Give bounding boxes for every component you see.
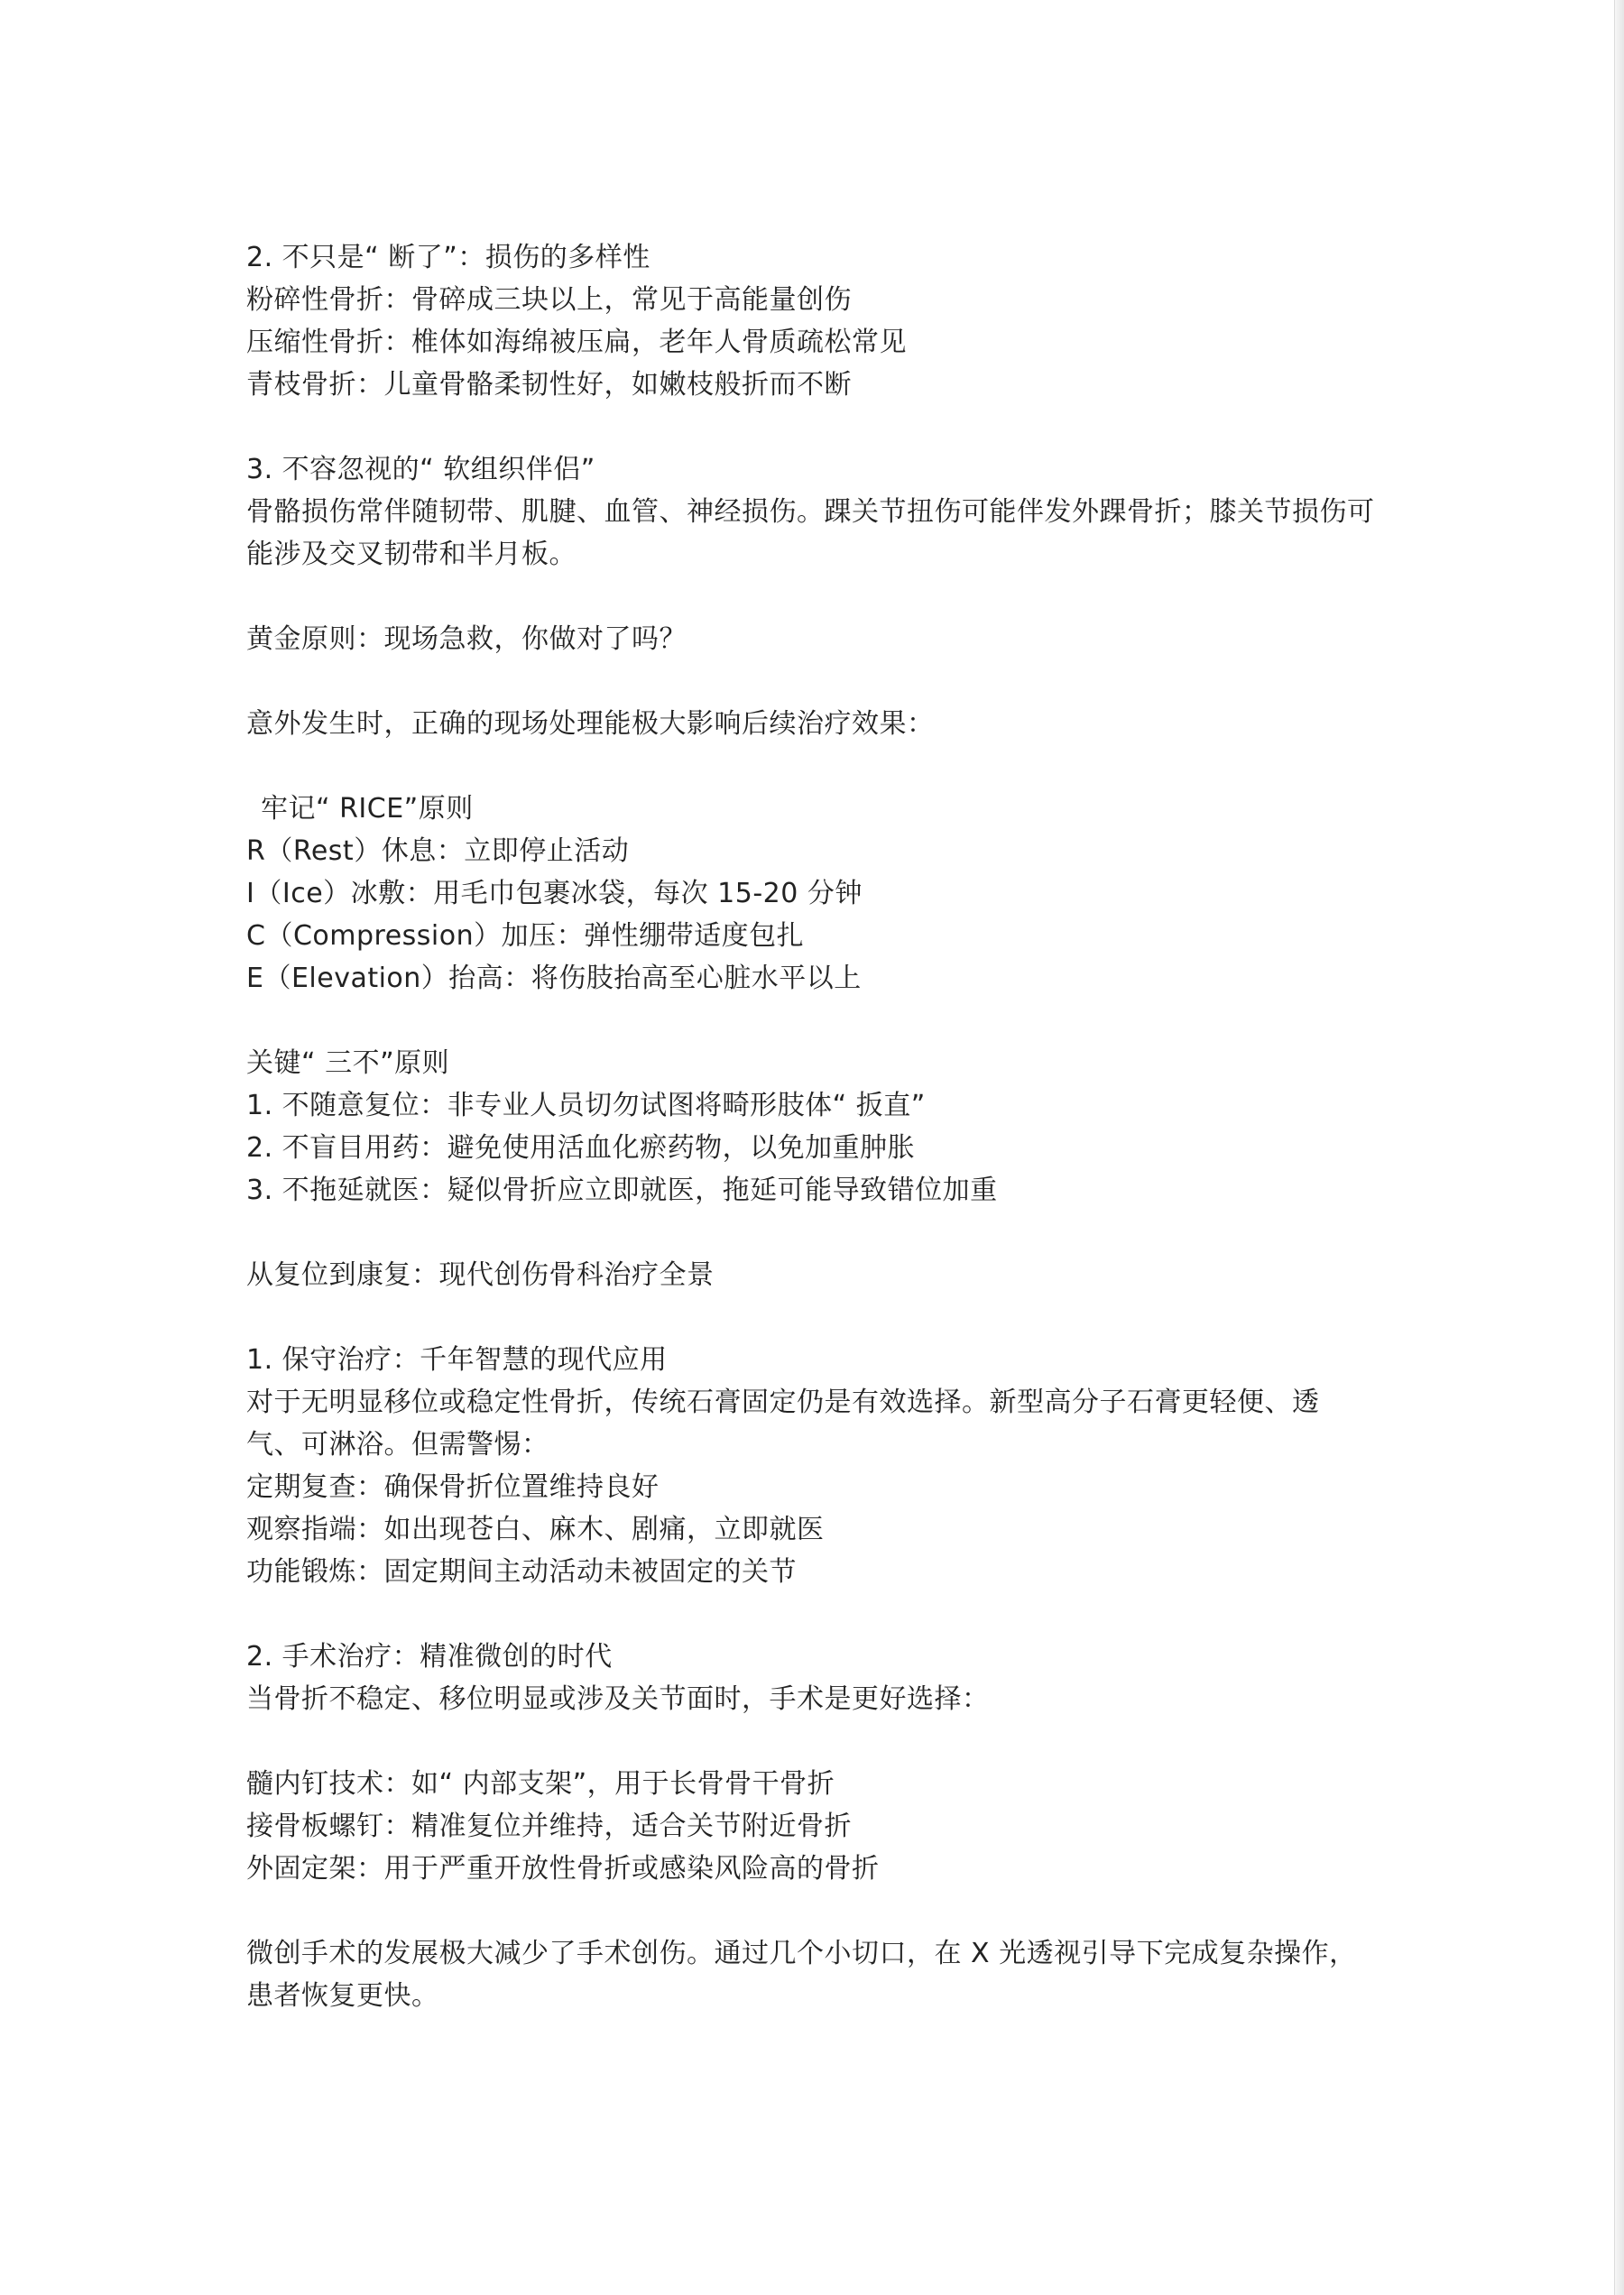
paragraph-line: 能涉及交叉韧带和半月板。	[246, 539, 577, 570]
section-heading-treatment: 从复位到康复：现代创伤骨科治疗全景	[246, 1259, 715, 1291]
blank-line	[246, 1593, 1410, 1636]
blank-line	[246, 1890, 1410, 1932]
blank-line	[246, 1212, 1410, 1254]
section-heading-injury-diversity: 2. 不只是“ 断了”：损伤的多样性	[246, 242, 651, 273]
blank-line	[246, 1000, 1410, 1042]
list-item: 粉碎性骨折：骨碎成三块以上，常见于高能量创伤	[246, 284, 852, 316]
subheading-three-nos: 关键“ 三不”原则	[246, 1047, 450, 1079]
list-item: 青枝骨折：儿童骨骼柔韧性好，如嫩枝般折而不断	[246, 369, 852, 401]
list-item: I（Ice）冰敷：用毛巾包裹冰袋，每次 15-20 分钟	[246, 878, 863, 909]
paragraph-line: 意外发生时，正确的现场处理能极大影响后续治疗效果：	[246, 708, 935, 740]
list-item: 髓内钉技术：如“ 内部支架”，用于长骨骨干骨折	[246, 1768, 835, 1800]
paragraph-line: 患者恢复更快。	[246, 1980, 439, 2012]
document-body	[246, 236, 1410, 2017]
section-heading-first-aid: 黄金原则：现场急救，你做对了吗？	[246, 623, 687, 655]
list-item: E（Elevation）抬高：将伤肢抬高至心脏水平以上	[246, 963, 862, 994]
paragraph-line: 对于无明显移位或稳定性骨折，传统石膏固定仍是有效选择。新型高分子石膏更轻便、透	[246, 1387, 1320, 1418]
list-item: 功能锻炼：固定期间主动活动未被固定的关节	[246, 1556, 797, 1588]
section-heading-soft-tissue: 3. 不容忽视的“ 软组织伴侣”	[246, 454, 595, 485]
list-item: 定期复查：确保骨折位置维持良好	[246, 1471, 660, 1503]
list-item: 1. 不随意复位：非专业人员切勿试图将畸形肢体“ 扳直”	[246, 1090, 926, 1121]
blank-line	[246, 1720, 1410, 1763]
list-item: C（Compression）加压：弹性绷带适度包扎	[246, 920, 805, 952]
paragraph-line: 当骨折不稳定、移位明显或涉及关节面时，手术是更好选择：	[246, 1683, 990, 1715]
paragraph-line: 骨骼损伤常伴随韧带、肌腱、血管、神经损伤。踝关节扭伤可能伴发外踝骨折；膝关节损伤可	[246, 496, 1375, 528]
list-item: R（Rest）休息：立即停止活动	[246, 835, 630, 867]
subheading-surgery: 2. 手术治疗：精准微创的时代	[246, 1641, 613, 1673]
list-item: 3. 不拖延就医：疑似骨折应立即就医，拖延可能导致错位加重	[246, 1175, 998, 1206]
list-item: 2. 不盲目用药：避免使用活血化瘀药物，以免加重肿胀	[246, 1132, 916, 1164]
blank-line	[246, 576, 1410, 618]
blank-line	[246, 406, 1410, 448]
paragraph-line: 气、可淋浴。但需警惕：	[246, 1429, 549, 1461]
list-item: 接骨板螺钉：精准复位并维持，适合关节附近骨折	[246, 1811, 852, 1842]
list-item: 压缩性骨折：椎体如海绵被压扁，老年人骨质疏松常见	[246, 327, 907, 358]
list-item: 观察指端：如出现苍白、麻木、剧痛，立即就医	[246, 1514, 825, 1545]
list-item: 外固定架：用于严重开放性骨折或感染风险高的骨折	[246, 1853, 880, 1885]
blank-line	[246, 1296, 1410, 1339]
blank-line	[246, 745, 1410, 788]
page-edge	[1614, 0, 1624, 2295]
paragraph-line: 微创手术的发展极大减少了手术创伤。通过几个小切口，在 X 光透视引导下完成复杂操作，	[246, 1938, 1357, 1969]
blank-line	[246, 660, 1410, 703]
subheading-conservative: 1. 保守治疗：千年智慧的现代应用	[246, 1344, 668, 1376]
subheading-rice: 牢记“ RICE”原则	[261, 793, 474, 825]
